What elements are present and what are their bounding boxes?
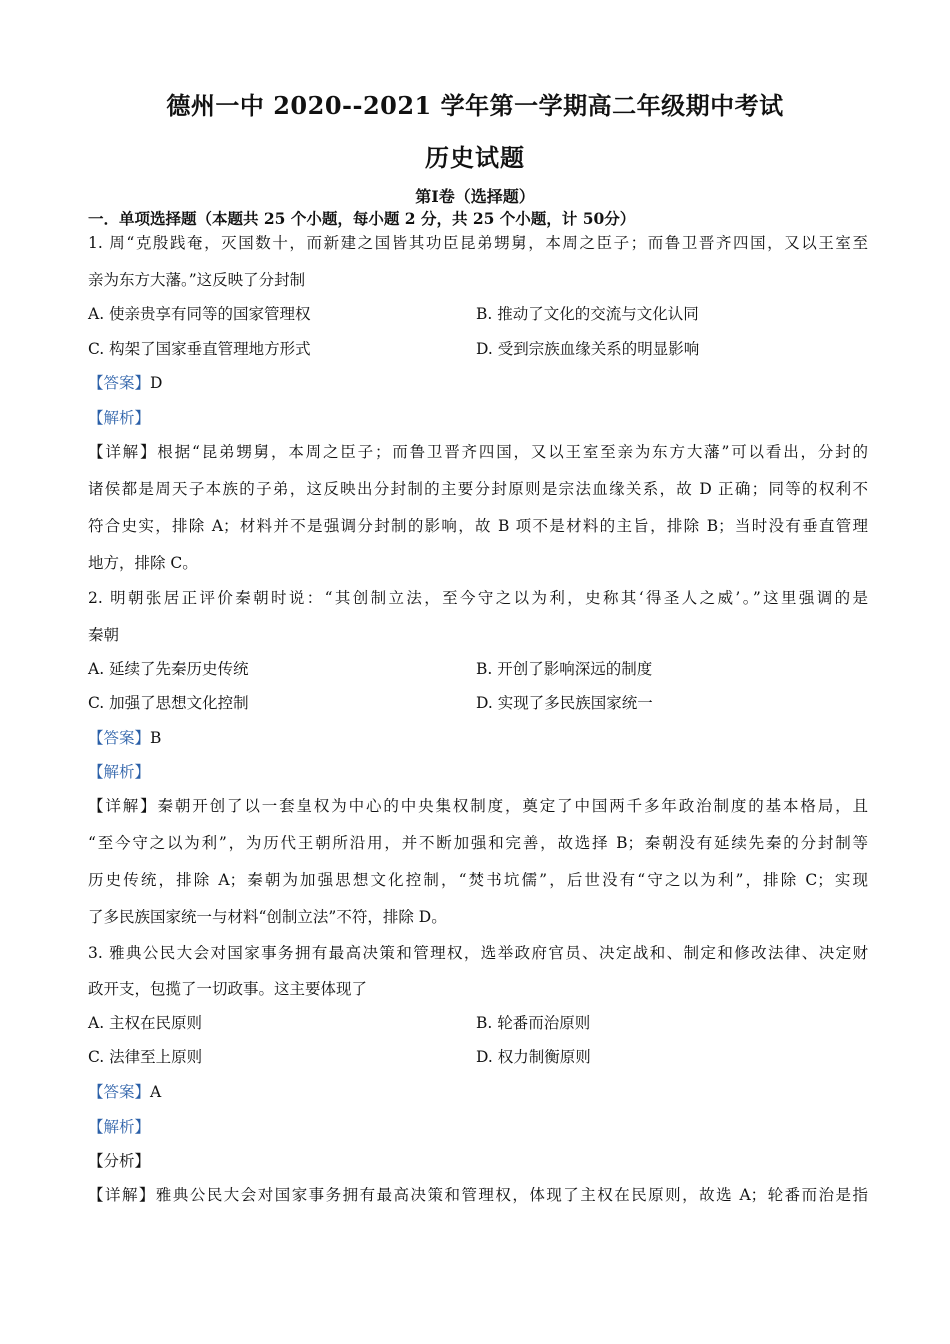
q2-option-b: B. 开创了影响深远的制度	[476, 660, 653, 678]
q2-option-c: C. 加强了思想文化控制	[88, 694, 249, 712]
q2-option-d: D. 实现了多民族国家统一	[476, 694, 653, 712]
section-heading: 一．单项选择题（本题共 25 个小题，每小题 2 分，共 25 个小题，计 50分）	[88, 209, 636, 228]
q1-option-b: B. 推动了文化的交流与文化认同	[476, 305, 699, 323]
q2-detail-line-4: 了多民族国家统一与材料“创制立法”不符，排除 D。	[88, 908, 447, 926]
q2-answer	[88, 727, 868, 749]
q3-analysis-label: 【解析】	[88, 1118, 151, 1136]
q1-answer	[88, 372, 868, 394]
answer-label: 【答案】	[88, 729, 151, 747]
q2-analysis-label: 【解析】	[88, 763, 151, 781]
q2-option-a: A. 延续了先秦历史传统	[88, 660, 249, 678]
q3-option-c: C. 法律至上原则	[88, 1048, 203, 1066]
q2-stem-line-2: 秦朝	[88, 626, 120, 644]
answer-value: A	[150, 1083, 162, 1101]
q1-detail-line-4: 地方，排除 C。	[88, 554, 198, 572]
q1-detail-line-2: 诸侯都是周天子本族的子弟，这反映出分封制的主要分封原则是宗法血缘关系，故 D 正确；同等的权利不	[88, 480, 868, 498]
q3-option-d: D. 权力制衡原则	[476, 1048, 591, 1066]
q3-option-a: A. 主权在民原则	[88, 1014, 203, 1032]
q2-detail-line-1: 【详解】秦朝开创了以一套皇权为中心的中央集权制度，奠定了中国两千多年政治制度的基本格局，且	[88, 797, 868, 815]
q1-detail-line-3: 符合史实，排除 A；材料并不是强调分封制的影响，故 B 项不是材料的主旨，排除 B；当时没有垂直管理	[88, 517, 868, 535]
answer-label: 【答案】	[88, 374, 151, 392]
q1-stem-line-2: 亲为东方大藩。”这反映了分封制	[88, 271, 306, 289]
answer-value: B	[150, 729, 162, 747]
volume-title: 第Ⅰ卷（选择题）	[415, 187, 535, 206]
q1-stem-line-1: 1. 周“克殷践奄，灭国数十，而新建之国皆其功臣昆弟甥舅，本周之臣子；而鲁卫晋齐四国，又以王室至	[88, 234, 868, 252]
q3-option-b: B. 轮番而治原则	[476, 1014, 591, 1032]
q2-stem-line-1: 2. 明朝张居正评价秦朝时说：“其创制立法，至今守之以为利，史称其‘得圣人之威’。”这里强调的是	[88, 589, 868, 607]
q1-option-c: C. 构架了国家垂直管理地方形式	[88, 340, 311, 358]
exam-title: 德州一中 2020--2021 学年第一学期高二年级期中考试	[166, 91, 784, 120]
q3-stem-line-2: 政开支，包揽了一切政事。这主要体现了	[88, 980, 368, 998]
subject-title: 历史试题	[425, 143, 525, 172]
q3-stem-line-1: 3. 雅典公民大会对国家事务拥有最高决策和管理权，选举政府官员、决定战和、制定和修改法律、决定财	[88, 944, 868, 962]
answer-label: 【答案】	[88, 1083, 151, 1101]
q1-detail-line-1: 【详解】根据“昆弟甥舅，本周之臣子；而鲁卫晋齐四国，又以王室至亲为东方大藩”可以看出，分封的	[88, 443, 868, 461]
q3-answer	[88, 1081, 868, 1103]
q2-detail-line-3: 历史传统，排除 A；秦朝为加强思想文化控制，“焚书坑儒”，后世没有“守之以为利”，排除 C；实现	[88, 871, 868, 889]
q3-fenxi-label: 【分析】	[88, 1152, 151, 1170]
q3-detail-line-1: 【详解】雅典公民大会对国家事务拥有最高决策和管理权，体现了主权在民原则，故选 A；轮番而治是指	[88, 1186, 868, 1204]
q1-option-d: D. 受到宗族血缘关系的明显影响	[476, 340, 700, 358]
answer-value: D	[150, 374, 163, 392]
q2-detail-line-2: “至今守之以为利”，为历代王朝所沿用，并不断加强和完善，故选择 B；秦朝没有延续先秦的分封制等	[88, 834, 868, 852]
q1-option-a: A. 使亲贵享有同等的国家管理权	[88, 305, 311, 323]
q1-analysis-label: 【解析】	[88, 409, 151, 427]
